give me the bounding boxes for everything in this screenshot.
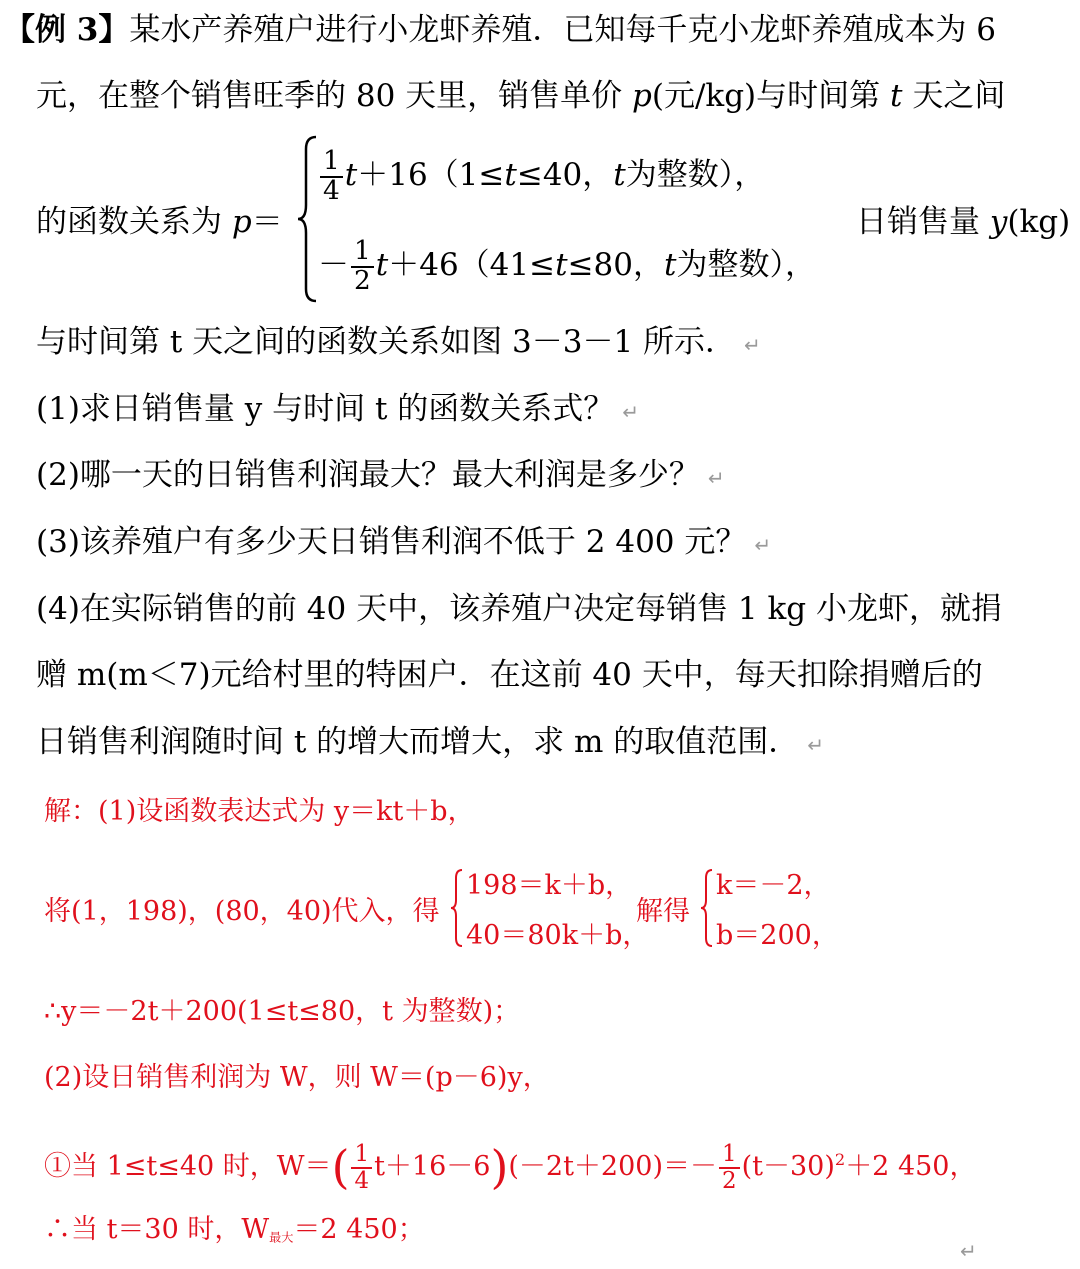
example-tag: 【例 3】 <box>4 12 130 48</box>
return-mark: ↵ <box>807 733 825 757</box>
problem-line-3-tail: 日销售量 y(kg) <box>856 204 1071 240</box>
question-2: (2)哪一天的日销售利润最大？最大利润是多少？ ↵ <box>36 457 725 493</box>
return-mark: ↵ <box>707 466 725 490</box>
solution-line-1: 解：(1)设函数表达式为 y＝kt＋b， <box>44 796 475 827</box>
system-eq-1: 198＝k＋b， <box>466 870 633 901</box>
solution-line-6: ∴当 t＝30 时，W最大＝2 450； <box>44 1214 425 1245</box>
fraction-half: $\frac{1}{2}$ <box>351 238 374 295</box>
final-return-mark: ↵ <box>960 1239 977 1263</box>
solution-line-5: ①当 1≤t≤40 时，W＝( $\frac{1}{4}$ t＋16－6)(－2t＋200)＝－ $\frac{1}{2}$ $(t-30)^2+2$ 450， <box>44 1139 977 1194</box>
fraction-quarter: $\frac{1}{4}$ <box>320 148 343 205</box>
piecewise-case-2: － $\frac{1}{2}$ t＋46（41≤t≤80，t为整数）， <box>318 235 816 296</box>
question-4-line-3: 日销售利润随时间 t 的增大而增大，求 m 的取值范围． ↵ <box>36 724 825 760</box>
problem-line-1: 【例 3】某水产养殖户进行小龙虾养殖．已知每千克小龙虾养殖成本为 6 <box>4 12 996 48</box>
problem-line-2: 元，在整个销售旺季的 80 天里，销售单价 p(元/kg)与时间第 t 天之间 <box>36 78 1006 114</box>
piecewise-case-1: $\frac{1}{4}$ t＋16（1≤t≤40，t为整数）， <box>318 140 765 210</box>
question-4-line-2: 赠 m(m＜7)元给村里的特困户．在这前 40 天中，每天扣除捐赠后的 <box>36 657 983 693</box>
question-4-line-1: (4)在实际销售的前 40 天中，该养殖户决定每销售 1 kg 小龙虾，就捐 <box>36 591 1002 627</box>
fraction-half: $\frac{1}{2}$ <box>719 1142 740 1192</box>
problem-line-3-lead: 的函数关系为 p＝ <box>36 204 283 240</box>
return-mark: ↵ <box>622 400 640 424</box>
solution-line-3: ∴y＝－2t＋200(1≤t≤80，t 为整数)； <box>44 996 521 1027</box>
question-1: (1)求日销售量 y 与时间 t 的函数关系式？ ↵ <box>36 391 640 427</box>
fraction-quarter: $\frac{1}{4}$ <box>351 1142 372 1192</box>
solution-line-4: (2)设日销售利润为 W，则 W＝(p－6)y， <box>44 1062 550 1093</box>
question-3: (3)该养殖户有多少天日销售利润不低于 2 400 元？ ↵ <box>36 524 772 560</box>
return-mark: ↵ <box>754 533 772 557</box>
solution-line-2-lead: 将(1，198)，(80，40)代入，得 <box>44 896 440 927</box>
piecewise-brace <box>296 135 318 303</box>
problem-line-4: 与时间第 t 天之间的函数关系如图 3－3－1 所示． ↵ <box>36 324 761 360</box>
system-eq-2: 40＝80k＋b， <box>466 920 650 951</box>
solution-b: b＝200， <box>716 920 839 951</box>
solution-solve-label: 解得 <box>636 896 690 927</box>
system-brace-1 <box>450 868 464 948</box>
solution-k: k＝－2， <box>716 870 831 901</box>
return-mark: ↵ <box>744 333 761 357</box>
system-brace-2 <box>700 868 714 948</box>
